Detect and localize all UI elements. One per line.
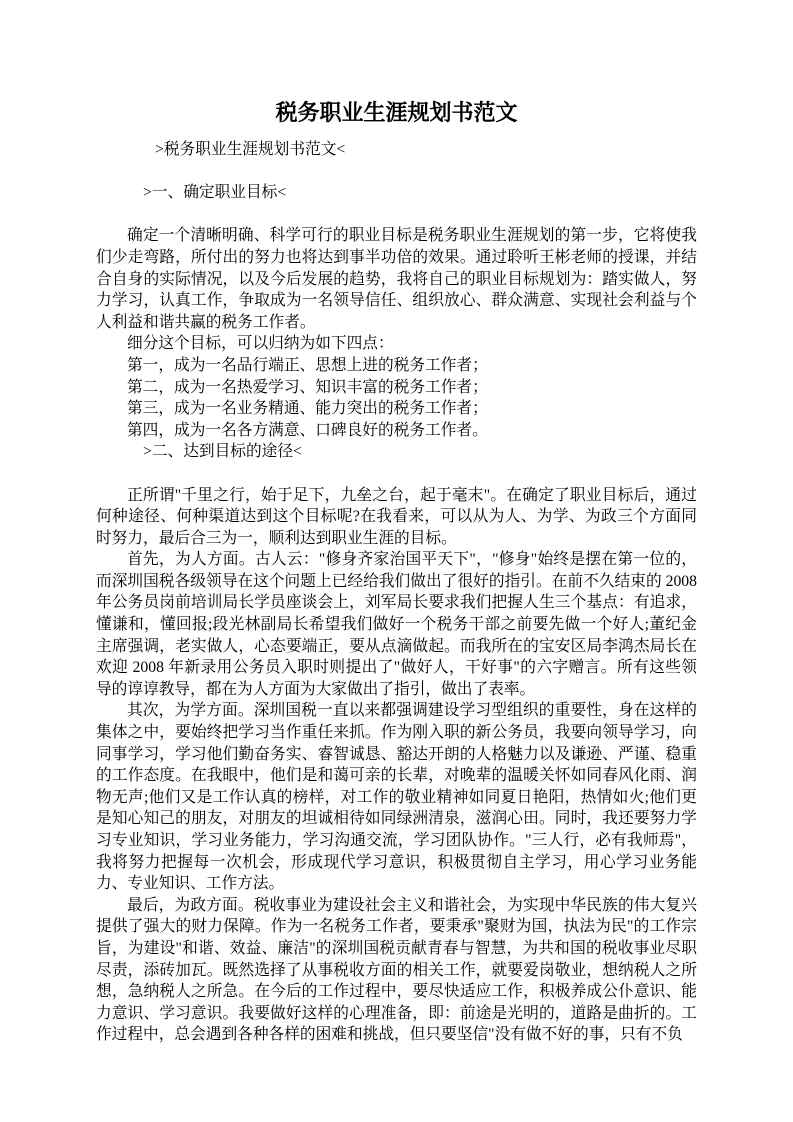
- doc-tagline: >税务职业生涯规划书范文<: [155, 141, 346, 158]
- paragraph-learning: 其次，为学方面。深圳国税一直以来都强调建设学习型组织的重要性，身在这样的集体之中，要始终把学习当作重任来抓。作为刚入职的新公务员，我要向领导学习，向同事学习，学习他们勤奋务实、睿智诚恳、豁达开朗的人格魅力以及谦逊、严谨、稳重的工作态度。在我眼中，他们是和蔼可亲的长辈，对晚辈的温暖关怀如同春风化雨、润物无声;他们又是工作认真的榜样，对工作的敬业精神如同夏日艳阳，热情如火;他们更是知心知己的朋友，对朋友的坦诚相待如同绿洲清泉，滋润心田。同时，我还要努力学习专业知识，学习业务能力，学习沟通交流，学习团队协作。"三人行，必有我师焉"，我将努力把握每一次机会，形成现代学习意识，积极贯彻自主学习，用心学习业务能力、专业知识、工作方法。: [96, 702, 697, 893]
- paragraph-path-intro: 正所谓"千里之行，始于足下，九垒之台，起于毫末"。在确定了职业目标后，通过何种途径、何种渠道达到这个目标呢?在我看来，可以从为人、为学、为政三个方面同时努力，最后合三为一，顺利达到职业生涯的目标。: [96, 486, 697, 547]
- list-item-first: 第一，成为一名品行端正、思想上进的税务工作者；: [127, 356, 488, 374]
- paragraph-goal-intro: 确定一个清晰明确、科学可行的职业目标是税务职业生涯规划的第一步，它将使我们少走弯路，所付出的努力也将达到事半功倍的效果。通过聆听王彬老师的授课，并结合自身的实际情况，以及今后发展的趋势，我将自己的职业目标规划为：踏实做人，努力学习，认真工作，争取成为一名领导信任、组织放心、群众满意、实现社会利益与个人利益和谐共赢的税务工作者。: [96, 227, 697, 331]
- paragraph-conduct: 首先，为人方面。古人云："修身齐家治国平天下"，"修身"始终是摆在第一位的，而深圳国税各级领导在这个问题上已经给我们做出了很好的指引。在前不久结束的 2008 年公务员岗前培训局长学员座谈会上，刘军局长要求我们把握人生三个基点：有追求，懂谦和，懂回报;段光林副局长希望我们做好一个税务干部之前要先做一个好人;董纪金主席强调，老实做人，心态要端正，要从点滴做起。而我所在的宝安区局李鸿杰局长在欢迎 2008 年新录用公务员入职时则提出了"做好人，干好事"的六字赠言。所有这些领导的谆谆教导，都在为人方面为大家做出了指引，做出了表率。: [96, 551, 697, 698]
- section-heading-2: >二、达到目标的途径<: [143, 443, 302, 461]
- list-item-second: 第二，成为一名热爱学习、知识丰富的税务工作者；: [127, 378, 488, 396]
- section-heading-1: >一、确定职业目标<: [143, 184, 287, 202]
- list-item-third: 第三，成为一名业务精通、能力突出的税务工作者；: [127, 400, 488, 418]
- page-title: 税务职业生涯规划书范文: [275, 100, 518, 125]
- paragraph-work: 最后，为政方面。税收事业为建设社会主义和谐社会，为实现中华民族的伟大复兴提供了强大的财力保障。作为一名税务工作者，要秉承"聚财为国，执法为民"的工作宗旨，为建设"和谐、效益、廉洁"的深圳国税贡献青春与智慧，为共和国的税收事业尽职尽责，添砖加瓦。既然选择了从事税收方面的相关工作，就要爱岗敬业，想纳税人之所想，急纳税人之所急。在今后的工作过程中，要尽快适应工作，积极养成公仆意识、能力意识、学习意识。我要做好这样的心理准备，即：前途是光明的，道路是曲折的。工作过程中，总会遇到各种各样的困难和挑战，但只要坚信"没有做不好的事，只有不负: [96, 896, 697, 1044]
- list-item-fourth: 第四，成为一名各方满意、口碑良好的税务工作者。: [127, 421, 488, 439]
- paragraph-goal-breakdown: 细分这个目标，可以归纳为如下四点：: [127, 335, 394, 353]
